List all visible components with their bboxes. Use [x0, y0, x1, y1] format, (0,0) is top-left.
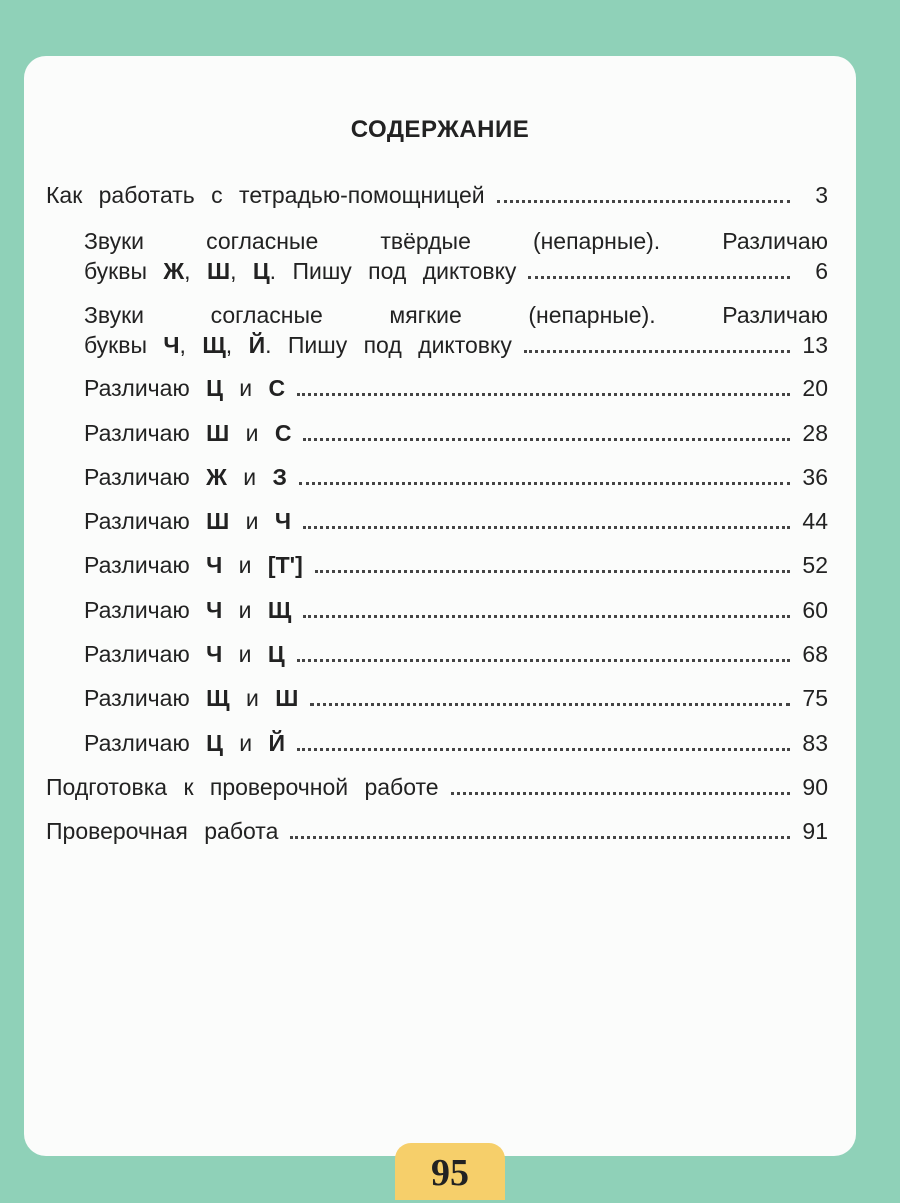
word: (непарные).: [532, 228, 661, 254]
word: твёрдые: [380, 228, 471, 254]
toc-entry-line1: [84, 228, 828, 255]
page-number-badge: 95: [395, 1143, 505, 1200]
toc-entry-page: 90: [802, 774, 828, 800]
toc-entry-page: 52: [802, 552, 828, 578]
toc-entry-label: Различаю Ж и З: [84, 464, 287, 490]
dot-leader: [303, 615, 790, 618]
toc-entry-page: 28: [802, 420, 828, 446]
word: Различаю: [722, 302, 828, 328]
word: Различаю: [722, 228, 828, 254]
toc-entry-label: Проверочная работа: [46, 818, 279, 844]
toc-entry-page: 68: [802, 641, 828, 667]
toc-entry-label: Подготовка к проверочной работе: [46, 774, 439, 800]
toc-entry: [84, 258, 828, 285]
dot-leader: [303, 438, 790, 441]
page-title: СОДЕРЖАНИЕ: [350, 116, 530, 143]
toc-entry: [46, 774, 828, 801]
dot-leader: [451, 792, 790, 795]
toc-entry: [84, 597, 828, 624]
toc-entry: [46, 818, 828, 845]
dot-leader: [297, 748, 790, 751]
toc-entry-page: 20: [802, 375, 828, 401]
dot-leader: [524, 350, 790, 353]
toc-entry: [84, 375, 828, 402]
toc-entry-page: 60: [802, 597, 828, 623]
toc-entry: [84, 508, 828, 535]
toc-entry: [84, 420, 828, 447]
dot-leader: [297, 659, 790, 662]
toc-entry-label: Различаю Ш и Ч: [84, 508, 292, 534]
toc-entry-label: Различаю Ч и [Т']: [84, 552, 303, 578]
toc-entry-page: 3: [815, 182, 828, 208]
toc-entry-label: Различаю Ц и С: [84, 375, 286, 401]
toc-entry-label: Как работать с тетрадью-помощницей: [46, 182, 485, 208]
toc-entry-label: Различаю Ч и Ц: [84, 641, 285, 667]
word: согласные: [210, 302, 323, 328]
dot-leader: [497, 200, 790, 203]
toc-entry-label: буквы Ж, Ш, Ц. Пишу под диктовку: [84, 258, 517, 284]
toc-entry-page: 44: [802, 508, 828, 534]
dot-leader: [528, 276, 790, 279]
toc-entry: [84, 685, 828, 712]
toc-entry-page: 13: [802, 332, 828, 358]
toc-entry-page: 91: [802, 818, 828, 844]
toc-entry-label: Различаю Ш и С: [84, 420, 292, 446]
toc-entry-line1: [84, 302, 828, 329]
word: Звуки: [84, 302, 145, 328]
toc-entry-label: Различаю Ч и Щ: [84, 597, 292, 623]
toc-entry: [84, 730, 828, 757]
toc-entry-page: 83: [802, 730, 828, 756]
word: мягкие: [389, 302, 462, 328]
dot-leader: [290, 836, 790, 839]
toc-entry-label: Различаю Ц и Й: [84, 730, 286, 756]
toc-entry-page: 75: [802, 685, 828, 711]
toc-entry-label: буквы Ч, Щ, Й. Пишу под диктовку: [84, 332, 512, 358]
dot-leader: [315, 570, 790, 573]
toc-entry-page: 6: [815, 258, 828, 284]
toc-entry: [84, 464, 828, 491]
dot-leader: [297, 393, 790, 396]
word: Звуки: [84, 228, 145, 254]
dot-leader: [299, 482, 790, 485]
word: согласные: [206, 228, 319, 254]
dot-leader: [310, 703, 790, 706]
toc-entry: [84, 332, 828, 359]
toc-entry-label: Различаю Щ и Ш: [84, 685, 299, 711]
toc-entry-page: 36: [802, 464, 828, 490]
toc-entry: [84, 552, 828, 579]
dot-leader: [303, 526, 790, 529]
word: (непарные).: [528, 302, 656, 328]
toc-entry: [46, 182, 828, 209]
toc-entry: [84, 641, 828, 668]
